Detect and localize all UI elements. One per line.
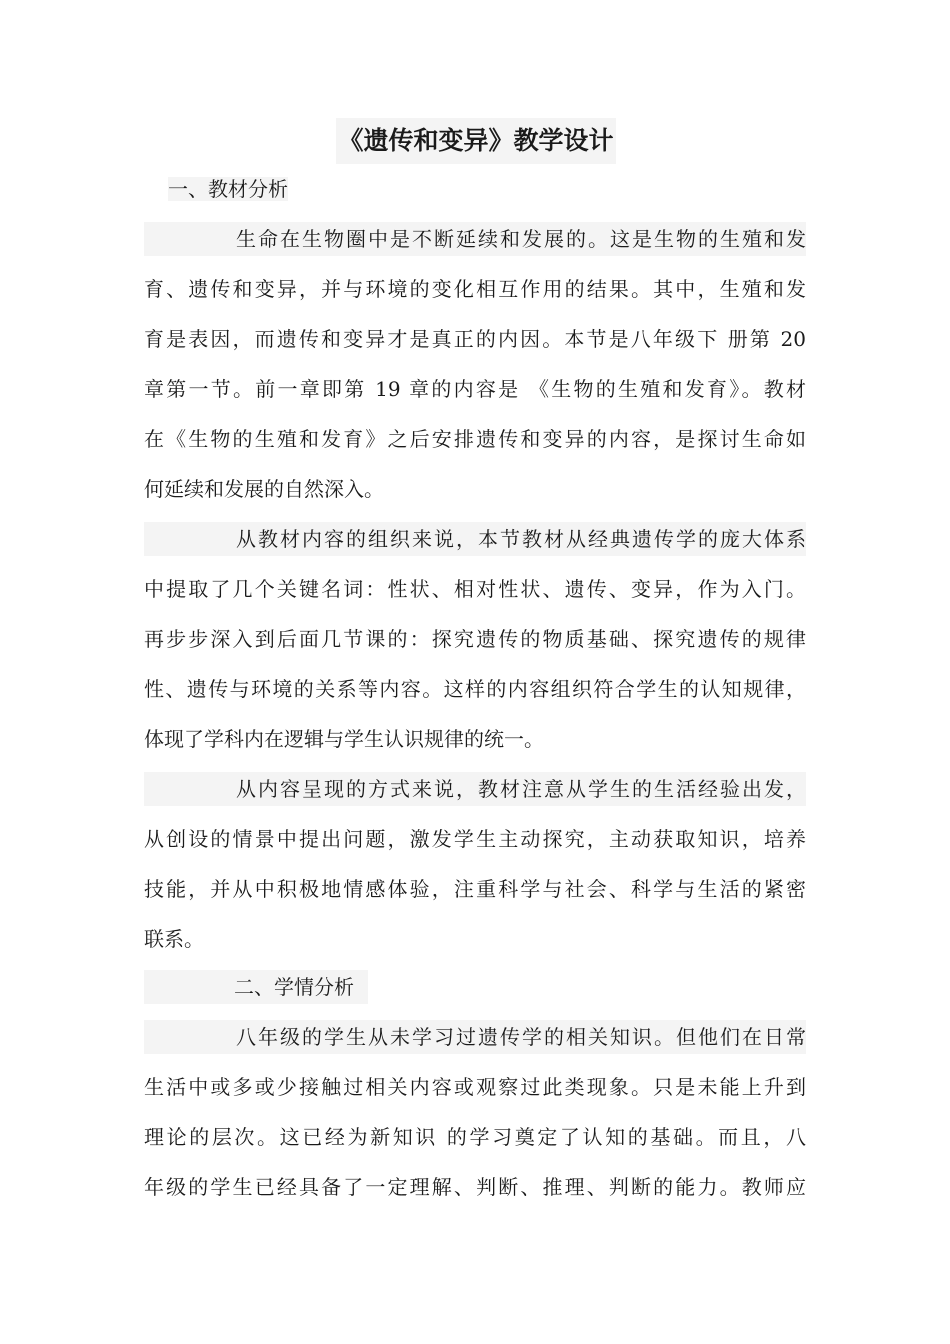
paragraph-line: 再步步深入到后面几节课的：探究遗传的物质基础、探究遗传的规律 [144,627,806,651]
paragraph-line: 八年级的学生从未学习过遗传学的相关知识。但他们在日常 [144,1020,806,1054]
paragraph-line: 章第一节。前一章即第 19 章的内容是 《生物的生殖和发育》。教材 [144,377,806,401]
paragraph-line: 育、遗传和变异，并与环境的变化相互作用的结果。其中，生殖和发 [144,277,806,301]
paragraph-line: 性、遗传与环境的关系等内容。这样的内容组织符合学生的认知规律， [144,677,806,701]
paragraph-line: 年级的学生已经具备了一定理解、判断、推理、判断的能力。教师应 [144,1175,806,1199]
paragraph-line: 体现了学科内在逻辑与学生认识规律的统一。 [144,727,544,751]
paragraph-line: 生命在生物圈中是不断延续和发展的。这是生物的生殖和发 [144,222,806,256]
paragraph-line: 联系。 [144,927,204,951]
section-heading-text: 二、学情分析 [234,975,354,999]
paragraph-line: 从创设的情景中提出问题，激发学生主动探究，主动获取知识，培养 [144,827,806,851]
section-heading-student-analysis [144,970,368,1004]
paragraph-line: 何延续和发展的自然深入。 [144,477,384,501]
paragraph-line: 从教材内容的组织来说，本节教材从经典遗传学的庞大体系 [144,522,806,556]
paragraph-line: 中提取了几个关键名词：性状、相对性状、遗传、变异，作为入门。 [144,577,806,601]
section-heading-teaching-material [144,172,296,206]
paragraph-line: 育是表因，而遗传和变异才是真正的内因。本节是八年级下 册第 20 [144,327,806,351]
paragraph-line: 生活中或多或少接触过相关内容或观察过此类现象。只是未能上升到 [144,1075,806,1099]
paragraph-line: 理论的层次。这已经为新知识 的学习奠定了认知的基础。而且，八 [144,1125,806,1149]
paragraph-line: 技能，并从中积极地情感体验，注重科学与社会、科学与生活的紧密 [144,877,806,901]
paragraph-line: 从内容呈现的方式来说，教材注意从学生的生活经验出发， [144,772,806,806]
section-heading-text: 一、教材分析 [168,177,288,201]
paragraph-line: 在《生物的生殖和发育》之后安排遗传和变异的内容，是探讨生命如 [144,427,806,451]
document-title: 《遗传和变异》教学设计 [336,118,616,164]
